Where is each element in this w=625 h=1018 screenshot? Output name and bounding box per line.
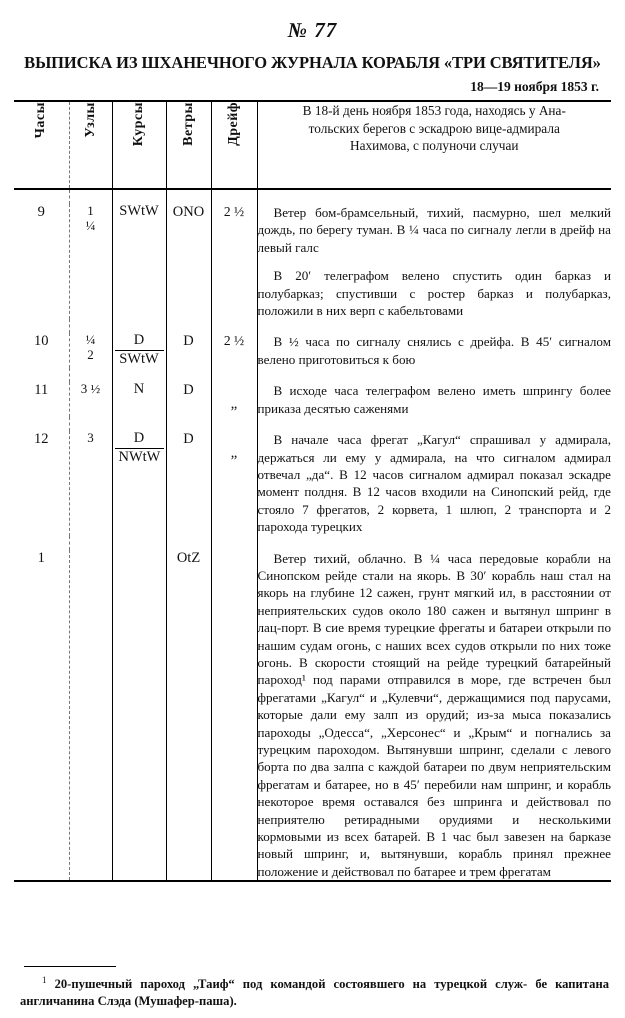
table-row xyxy=(14,382,611,417)
spacer-drift xyxy=(211,417,257,431)
spacer-knots xyxy=(69,319,112,333)
document-number: № 77 xyxy=(287,18,338,42)
document-page xyxy=(0,18,625,1018)
cell-wind: D xyxy=(166,333,211,368)
spacer-description xyxy=(257,417,611,431)
spacer-hours xyxy=(14,536,69,550)
knots-primary: 3 ½ xyxy=(80,381,101,397)
footnote-text xyxy=(14,974,611,1010)
cell-course xyxy=(112,431,166,535)
cell-knots xyxy=(69,382,112,417)
header-description-line-1: В 18-й день ноября 1853 года, находясь у Ана- xyxy=(302,103,566,118)
footnote-indent-spacer xyxy=(20,977,42,991)
cell-drift xyxy=(211,550,257,881)
cell-course xyxy=(112,204,166,319)
cell-description xyxy=(257,550,611,881)
spacer-drift xyxy=(211,189,257,204)
spacer-courses xyxy=(112,417,166,431)
spacer-knots xyxy=(69,368,112,382)
cell-hours: 10 xyxy=(34,333,49,350)
table-spacer-row xyxy=(14,189,611,204)
table-bottom-rule xyxy=(14,880,611,882)
cell-wind: D xyxy=(166,431,211,535)
description-paragraph: В ½ часа по сигналу снялись с дрейфа. В 45′ сигналом велено приготовиться к бою xyxy=(257,334,611,367)
cell-wind: ONO xyxy=(166,204,211,319)
spacer-hours xyxy=(14,417,69,431)
table-spacer-row xyxy=(14,368,611,382)
cell-wind: OtZ xyxy=(166,550,211,881)
course-primary: N xyxy=(133,381,145,398)
description-paragraph: В исходе часа телеграфом велено иметь шпрингу более приказа десятью саженями xyxy=(257,383,611,416)
course-secondary: SWtW xyxy=(115,350,164,368)
spacer-description xyxy=(257,189,611,204)
cell-course xyxy=(112,550,166,881)
spacer-drift xyxy=(211,319,257,333)
cell-hours: 1 xyxy=(37,549,45,566)
header-label-courses: Курсы xyxy=(131,102,146,147)
course-primary: D xyxy=(133,332,145,349)
spacer-courses xyxy=(112,368,166,382)
cell-course xyxy=(112,382,166,417)
knots-primary: 3 xyxy=(87,430,94,446)
document-title: ВЫПИСКА ИЗ ШХАНЕЧНОГО ЖУРНАЛА КОРАБЛЯ «ТРИ СВЯТИТЕЛЯ» xyxy=(24,53,601,72)
header-description-line-3: Нахимова, с полуночи случаи xyxy=(349,138,519,154)
spacer-hours xyxy=(14,189,69,204)
table-row xyxy=(14,333,611,368)
knots-secondary: 2 xyxy=(87,346,94,362)
spacer-drift xyxy=(211,368,257,382)
header-cell-drift xyxy=(211,101,257,189)
spacer-winds xyxy=(166,536,211,550)
spacer-courses xyxy=(112,536,166,550)
header-label-hours: Часы xyxy=(33,102,49,139)
knots-primary: 1 xyxy=(87,203,94,218)
cell-drift: 2 ½ xyxy=(211,333,257,368)
cell-knots xyxy=(69,431,112,535)
spacer-winds xyxy=(166,368,211,382)
table-header-row xyxy=(14,101,611,189)
footnote-marker: 1 xyxy=(42,974,47,985)
cell-knots xyxy=(69,204,112,319)
cell-drift: „ xyxy=(211,431,257,535)
spacer-description xyxy=(257,319,611,333)
header-label-winds: Ветры xyxy=(180,102,196,146)
course-primary: D xyxy=(133,430,145,447)
spacer-winds xyxy=(166,319,211,333)
header-cell-winds xyxy=(166,101,211,189)
cell-description xyxy=(257,333,611,368)
spacer-description xyxy=(257,536,611,550)
spacer-knots xyxy=(69,536,112,550)
header-label-drift: Дрейф xyxy=(226,102,241,146)
header-cell-description xyxy=(257,101,611,189)
spacer-winds xyxy=(166,189,211,204)
header-cell-courses xyxy=(112,101,166,189)
header-cell-knots xyxy=(69,101,112,189)
description-paragraph: Ветер тихий, облачно. В ¼ часа передовые корабли на Синопском рейде стали на якорь. В 30′ корабль наш стал на якорь на глубине 12 сажен, грунт мягкий ил, в расстоянии от неприятельских судов около 180 сажен и вытянул шпринг в лац-порт. В сие время турецкие фрегаты и батареи открыли по нашим судам огонь, с наших всех судов открыли по них тоже огонь. В скорости стоящий на рейде турецкий батарейный пароход¹ под парами отправился в море, где встречен был фрегатами „Кагул“ и „Кулевчи“, держащимися под парусами, которые дали ему залп из орудий; из-за мыса показались пароходы „Одесса“, „Херсонес“ и „Крым“ и погнались за турецким пароходом. Вытянувши шпринг, сделали с левого борта по два залпа с каждой батареи по двум неприятельским фрегатам и батарее, но в 45′ перебили нам шпринг, и корабль некоторое время оставался без шпринга и действовал по неприятелю ретирадными орудиями и несколькими кормовыми из всех батарей. В 1 час был завезен на барказе новый шпринг, и, вытянувши, корабль принял прежнее положение и действовал по батарее и трем фрегатам xyxy=(257,550,611,879)
spacer-drift xyxy=(211,536,257,550)
spacer-winds xyxy=(166,417,211,431)
spacer-knots xyxy=(69,189,112,204)
spacer-courses xyxy=(112,319,166,333)
cell-wind: D xyxy=(166,382,211,417)
cell-hours: 12 xyxy=(34,431,49,448)
cell-hours: 9 xyxy=(37,204,45,220)
footnote-separator xyxy=(24,966,116,967)
knots-secondary: ¼ xyxy=(85,217,96,233)
table-spacer-row xyxy=(14,417,611,431)
ship-log-table xyxy=(14,100,611,880)
cell-knots xyxy=(69,333,112,368)
cell-knots xyxy=(69,550,112,881)
cell-description xyxy=(257,204,611,319)
spacer-knots xyxy=(69,417,112,431)
course-primary xyxy=(113,550,166,551)
description-paragraph: Ветер бом-брамсельный, тихий, пасмурно, шел мелкий дождь, по берегу туман. В ¼ часа по сигналу легли в дрейф на левый галс xyxy=(257,205,611,255)
knots-primary: ¼ xyxy=(85,332,96,348)
table-row xyxy=(14,204,611,319)
table-row xyxy=(14,550,611,881)
spacer-description xyxy=(257,368,611,382)
header-cell-hours xyxy=(14,101,69,189)
cell-course xyxy=(112,333,166,368)
cell-drift: 2 ½ xyxy=(211,204,257,319)
cell-description xyxy=(257,431,611,535)
cell-hours: 11 xyxy=(34,382,49,399)
spacer-hours xyxy=(14,319,69,333)
table-spacer-row xyxy=(14,319,611,333)
course-secondary: NWtW xyxy=(115,448,164,466)
header-description-line-2: тольских берегов с эскадрою вице-адмирала xyxy=(308,120,560,136)
footnote-line-2: бе капитана англичанина Слэда (Мушафер-паша). xyxy=(20,976,609,1008)
footnote-line-1: 20-пушечный пароход „Таиф“ под командой состоявшего на турецкой служ- xyxy=(54,976,528,991)
cell-description xyxy=(257,382,611,417)
cell-drift: „ xyxy=(211,382,257,417)
table-spacer-row xyxy=(14,536,611,550)
spacer-courses xyxy=(112,189,166,204)
description-paragraph: В 20′ телеграфом велено спустить один барказ и полубарказ; спустивши с ростер барказ и полубарказ, положили в них верп с кабельтовами xyxy=(257,268,611,319)
spacer-hours xyxy=(14,368,69,382)
footnote-section xyxy=(14,966,611,1010)
course-primary: SWtW xyxy=(119,203,159,219)
document-date-line: 18—19 ноября 1853 г. xyxy=(470,79,599,94)
table-row xyxy=(14,431,611,535)
description-paragraph: В начале часа фрегат „Кагул“ спрашивал у адмирала, держаться ли ему у адмирала, на что сигналом адмирал отвечал „да“. В 12 часов сигналом адмирал показал эскадре момент полдня. В 12 часов входили на Синопский рейд, где стояло 7 фрегатов, 2 корвета, 1 шлюп, 2 транспорта и 2 парохода турецких xyxy=(257,432,611,535)
header-label-knots: Узлы xyxy=(82,102,98,138)
